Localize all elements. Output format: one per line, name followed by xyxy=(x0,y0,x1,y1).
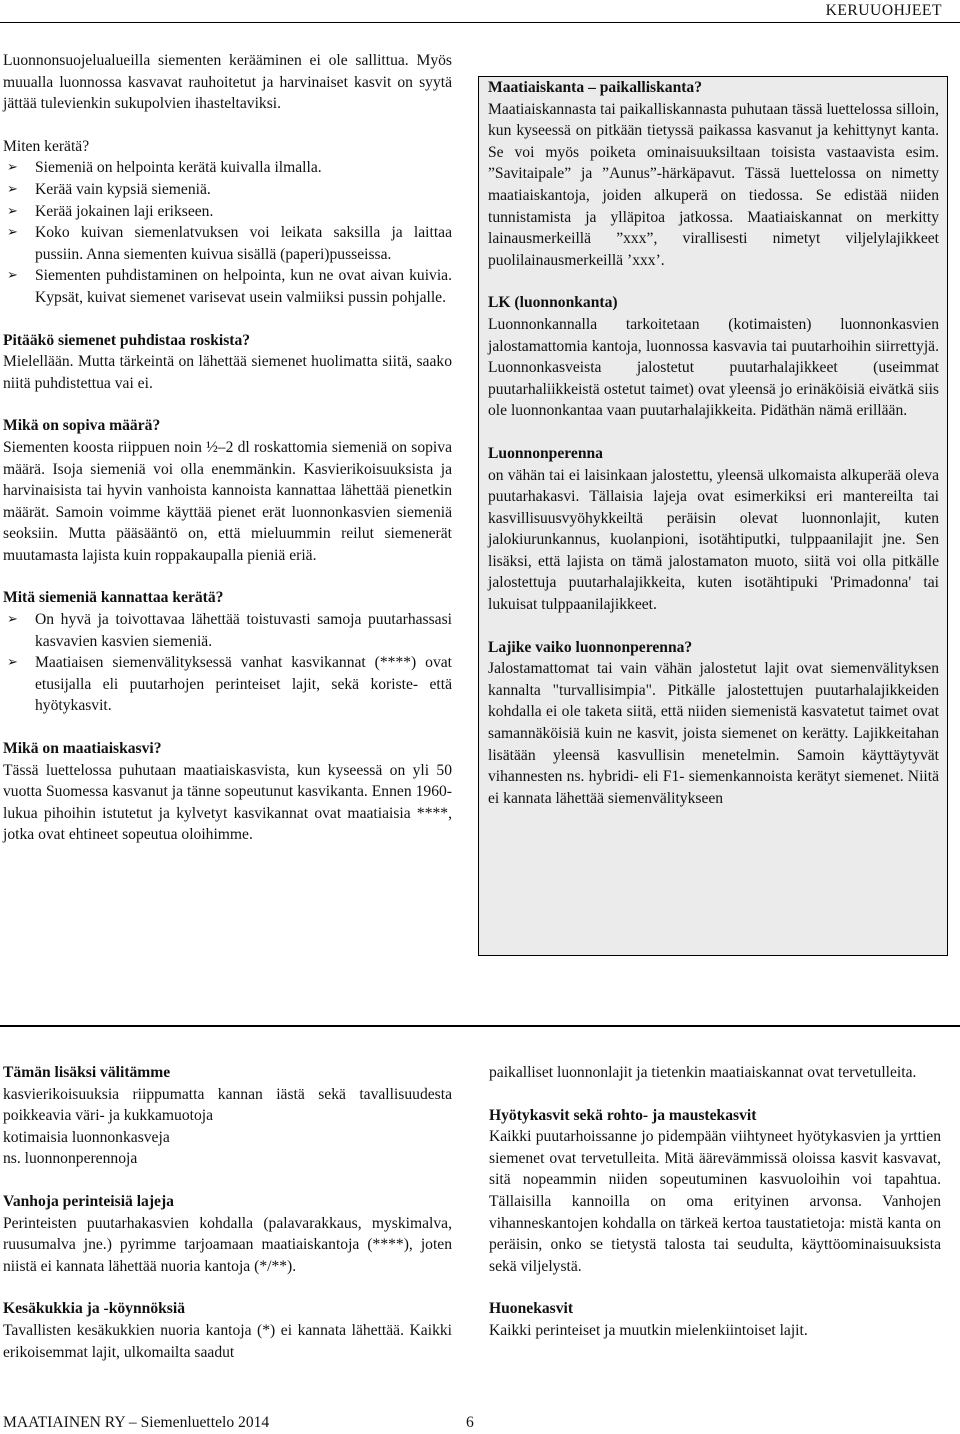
b1-line: kotimaisia luonnonkasveja xyxy=(3,1128,170,1146)
maatiais-title: Mikä on maatiaiskasvi? xyxy=(3,740,162,758)
b4-title: Hyötykasvit sekä rohto- ja maustekasvit xyxy=(489,1106,757,1124)
continued-text: paikalliset luonnonlajit ja tietenkin maatiaiskannat ovat tervetulleita. xyxy=(489,1064,917,1081)
clean-title: Pitääkö siemenet puhdistaa roskista? xyxy=(3,331,251,349)
box-title-lajike: Lajike vaiko luonnonperenna? xyxy=(488,638,693,656)
bottom-right-column xyxy=(489,1062,941,1342)
list-item: ➢ Koko kuivan siemenlatvuksen voi leikata saksilla ja laittaa pussiin. Anna siementen kuivua sisällä (paperi)pusseissa. xyxy=(7,224,452,263)
b5-text: Kaikki perinteiset ja muutkin mielenkiintoiset lajit. xyxy=(489,1321,808,1339)
which-title: Mitä siemeniä kannattaa kerätä? xyxy=(3,589,224,607)
clean-text: Mielellään. Mutta tärkeintä on lähettää siemenet huolimatta siitä, saako niitä puhdistettua vai ei. xyxy=(3,353,452,392)
arrow-bullet-icon: ➢ xyxy=(7,181,18,197)
list-item: ➢ Siementen puhdistaminen on helpointa, kun ne ovat aivan kuivia. Kypsät, kuivat siemenet varisevat usein valmiiksi pussin pohjalle. xyxy=(7,267,452,306)
b3-title: Kesäkukkia ja -köynnöksiä xyxy=(3,1300,185,1318)
list-item: ➢ Maatiaisen siemenvälityksessä vanhat kasvikannat (****) ovat etusijalla eli puutarhojen perinteiset lajit, sekä koriste- että hyötykasvit. xyxy=(7,654,452,715)
b3-text: Tavallisten kesäkukkien nuoria kantoja (*) ei kannata lähettää. Kaikki erikoisemmat lajit, ulkomailta saadut xyxy=(3,1321,452,1361)
amount-title: Mikä on sopiva määrä? xyxy=(3,417,161,435)
footer-text: MAATIAINEN RY – Siemenluettelo 2014 xyxy=(3,1414,270,1431)
box-text-luonnonperenna: on vähän tai ei laisinkaan jalostettu, yleensä ulkomaista alkuperää oleva puutarhakasvi. Tällaisia lajeja ovat esimerkiksi eri mantereilta tai kasvillisuusvyöhykkeiltä peräisin olevat luonnonlajit, kuten jalokiurunkannus, kuolanpioni, isotähtiputki, tulppaanilajit jne. Sen lisäksi, että lajista on tämä jalostamaton muoto, siitä voi olla pitkälle jalostettuja puutarhalajikkeita, kuten isotähtipuki 'Primadonna' tai lukuisat tulppaanilajikkeet. xyxy=(488,466,939,614)
list-item: ➢ Siemeniä on helpointa kerätä kuivalla ilmalla. xyxy=(3,157,452,179)
b2-title: Vanhoja perinteisiä lajeja xyxy=(3,1192,174,1210)
page-number: 6 xyxy=(466,1414,474,1431)
arrow-bullet-icon: ➢ xyxy=(7,268,18,284)
box-text-luonnonkanta: Luonnonkannalla tarkoitetaan (kotimaisten) luonnonkasvien jalostamattomia kantoja, luonnossa kasvavia tai puutarhoihin siirrettyjä. Luonnonkasveista jalostetut puutarhalajikkeet (useimmat puutarhaliikkeistä ostetut taimet) ovat yleensä jo erinäköisiä eivätkä siis ole luonnonkantaa vaan puutarhalajikkeita. Pidäthän nämä erillään. xyxy=(488,315,939,420)
list-item: ➢ On hyvä ja toivottavaa lähettää toistuvasti samoja puutarhassasi kasvavien kasvien siemeniä. xyxy=(7,611,452,650)
box-title-luonnonkanta: LK (luonnonkanta) xyxy=(488,294,618,312)
box-text-maatiaiskanta: Maatiaiskannasta tai paikalliskannasta puhutaan tässä luettelossa silloin, kun kyseessä on pitkään tietyssä paikassa kasvanut ja kehittynyt kanta. Se voi myös poiketa ominaisuuksiltaan toisista vastaavista esim. ”Savitaipale” ja ”Aunus”-härkäpavut. Tässä luettelossa on nimetty maatiaiskantoja, joiden alkuperä on tiedossa. Se edistää niiden tunnistamista ja ylläpitoa jatkossa. Maatiaiskannat on merkitty lainausmerkeillä ”xxx”, virallisesti nimetyt viljelylajikkeet puolilainausmerkeillä ’xxx’. xyxy=(488,100,939,269)
amount-text: Siementen koosta riippuen noin ½–2 dl roskattomia siemeniä on sopiva määrä. Isoja siemeniä voi olla enemmänkin. Kasvierikoisuuksista ja harvinaisista tai hyvin vanhoista kannoista kannattaa lähettää pienetkin määrät. Samoin voimme käyttää pienet erät luonnonkasvien siemeniä seoksiin. Mutta pääsääntö on, että mieluummin reilut siemenerät muutamasta lajista kuin roppakaupalla pieniä eriä. xyxy=(3,438,452,564)
box-title-maatiaiskanta: Maatiaiskanta – paikalliskanta? xyxy=(488,79,703,96)
section-divider xyxy=(0,1025,960,1027)
which-list xyxy=(3,609,452,717)
maatiais-text: Tässä luettelossa puhutaan maatiaiskasvista, kun kyseessä on yli 50 vuotta Suomessa kasvanut ja tänne sopeutunut kasvikanta. Ennen 1960-lukua pihoihin istutetut ja kylvetyt kasvikannat ovat maatiaisia ****, jotka ovat ehtineet sopeutua oloihimme. xyxy=(3,761,452,844)
how-title: Miten kerätä? xyxy=(3,137,90,155)
b1-line: kasvierikoisuuksia riippumatta kannan iästä sekä tavallisuudesta poikkeavia väri- ja kukkamuotoja xyxy=(3,1085,452,1125)
b1-line: ns. luonnonperennoja xyxy=(3,1150,138,1168)
page-header: KERUUOHJEET xyxy=(825,2,942,19)
page-footer xyxy=(3,1412,474,1434)
b5-title: Huonekasvit xyxy=(489,1300,574,1318)
arrow-bullet-icon: ➢ xyxy=(7,612,18,628)
list-item: ➢ Kerää jokainen laji erikseen. xyxy=(3,201,452,223)
box-title-luonnonperenna: Luonnonperenna xyxy=(488,444,603,462)
b4-text: Kaikki puutarhoissanne jo pidempään viihtyneet hyötykasvien ja yrttien siemenet ovat tervetulleita. Mitä äärevämmissä oloissa kasvit kasvavat, sitä nopeammin niiden sopeutuminen kasvuoloihin voi tapahtua. Tällaisilla kannoilla on oma erityinen arvonsa. Vanhojen vihanneskantojen kohdalla on tärkeä kertoa taustatietoja: mistä kanta on peräisin, onko se tietystä talosta tai seudulta, käyttöominaisuuksista sekä viljelystä. xyxy=(489,1128,941,1275)
how-list xyxy=(3,157,452,308)
b1-title: Tämän lisäksi välitämme xyxy=(3,1064,171,1081)
arrow-bullet-icon: ➢ xyxy=(7,160,18,176)
arrow-bullet-icon: ➢ xyxy=(7,655,18,671)
left-column xyxy=(3,50,452,846)
intro-text: Luonnonsuojelualueilla siementen kerääminen ei ole sallittua. Myös muualla luonnossa kasvavat rauhoitetut ja harvinaiset kasvit on syytä jättää tulevienkin sukupolvien ihasteltaviksi. xyxy=(3,52,452,113)
list-item: ➢ Kerää vain kypsiä siemeniä. xyxy=(3,179,452,201)
box-text-lajike: Jalostamattomat tai vain vähän jalostetut lajit ovat siemenvälityksen kannalta "turvallisimpia". Pitkälle jalostettujen puutarhalajikkeiden kohdalla ei ole taketa siitä, että niiden siemenistä kasvatetut taimet ovat samannäköisiä kuin ne kasvit, joista siemenet on kerätty. Lajikkeitahan lisätään yleensä kasvullisin menetelmin. Samoin käyttäytyvät vihannesten ns. hybridi- eli F1- siemenkannoista kerätyt siemenet. Niitä ei kannata lähettää siemenvälitykseen xyxy=(488,660,939,807)
arrow-bullet-icon: ➢ xyxy=(7,203,18,219)
info-box xyxy=(478,76,948,956)
header-rule xyxy=(0,22,960,23)
bottom-left-column xyxy=(3,1062,452,1363)
arrow-bullet-icon: ➢ xyxy=(7,225,18,241)
b2-text: Perinteisten puutarhakasvien kohdalla (palavarakkaus, myskimalva, ruusumalva jne.) pyrimme tarjoamaan maatiaiskantoja (****), joten niistä ei kannata lähettää nuoria kantoja (*/**). xyxy=(3,1214,452,1275)
